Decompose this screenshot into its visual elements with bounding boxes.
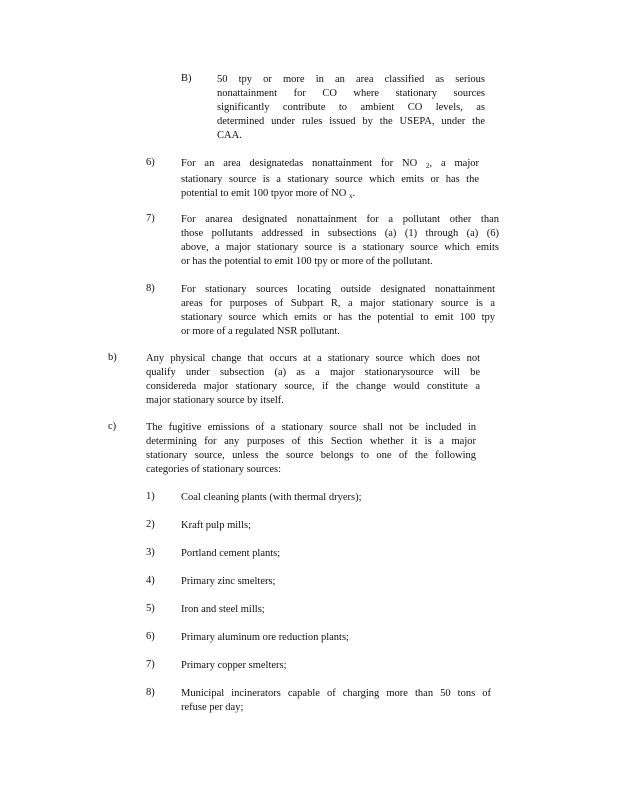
text-line: potential to emit 100 tpyor more of NO $_x$. — [181, 188, 356, 200]
paragraph-label: B) — [181, 73, 192, 84]
category-text — [181, 547, 501, 561]
paragraph-text — [181, 283, 495, 339]
text-line: categories of stationary sources: — [146, 464, 281, 475]
text-line: determining for any purposes of this Section whether it is a major — [146, 436, 476, 447]
paragraph-label: 7) — [146, 213, 155, 224]
paragraph-text — [217, 73, 485, 143]
category-text — [181, 491, 501, 505]
text-line: Primary aluminum ore reduction plants; — [181, 632, 349, 643]
text-line: 50 tpy or more in an area classified as serious — [217, 74, 485, 85]
text-line: Portland cement plants; — [181, 548, 281, 559]
text-line: major stationary source by itself. — [146, 395, 284, 406]
subsection-label: c) — [108, 421, 117, 432]
text-line: or has the potential to emit 100 tpy or more of the pollutant. — [181, 256, 433, 267]
text-line: For anarea designated nonattainment for a pollutant other than — [181, 214, 499, 225]
paragraph-label: 8) — [146, 283, 155, 294]
text-line: For an area designatedas nonattainment for NO $_2$, a major — [181, 158, 479, 170]
text-line: stationary source is a stationary source which emits or has the — [181, 174, 479, 185]
category-text — [181, 659, 501, 673]
text-line: considereda major stationary source, if the change would constitute a — [146, 381, 480, 392]
text-line: stationary source, unless the source belongs to one of the following — [146, 450, 476, 461]
subsection-text — [146, 421, 476, 477]
category-label: 5) — [146, 603, 155, 614]
text-line: Iron and steel mills; — [181, 604, 265, 615]
subsection-text — [146, 352, 480, 408]
text-line: Primary zinc smelters; — [181, 576, 276, 587]
text-line: Any physical change that occurs at a stationary source which does not — [146, 353, 480, 364]
text-line: qualify under subsection (a) as a major stationarysource will be — [146, 367, 480, 378]
text-line: refuse per day; — [181, 702, 244, 713]
text-line: nonattainment for CO where stationary sources — [217, 88, 485, 99]
category-label: 8) — [146, 687, 155, 698]
paragraph-text — [181, 157, 479, 203]
category-text — [181, 631, 501, 645]
text-line: those pollutants addressed in subsections (a) (1) through (a) (6) — [181, 228, 499, 239]
text-line: For stationary sources locating outside designated nonattainment — [181, 284, 495, 295]
category-text — [181, 519, 501, 533]
category-label: 2) — [146, 519, 155, 530]
category-label: 1) — [146, 491, 155, 502]
paragraph-text — [181, 213, 499, 269]
category-label: 7) — [146, 659, 155, 670]
text-line: above, a major stationary source is a stationary source which emits — [181, 242, 499, 253]
text-line: The fugitive emissions of a stationary source shall not be included in — [146, 422, 476, 433]
text-line: stationary source which emits or has the potential to emit 100 tpy — [181, 312, 495, 323]
text-line: CAA. — [217, 130, 242, 141]
text-line: determined under rules issued by the USEPA, under the — [217, 116, 485, 127]
text-line: Kraft pulp mills; — [181, 520, 251, 531]
paragraph-label: 6) — [146, 157, 155, 168]
text-line: Primary copper smelters; — [181, 660, 287, 671]
category-text — [181, 687, 491, 715]
category-label: 3) — [146, 547, 155, 558]
text-line: or more of a regulated NSR pollutant. — [181, 326, 340, 337]
category-text — [181, 603, 501, 617]
text-line: Coal cleaning plants (with thermal dryers); — [181, 492, 362, 503]
category-text — [181, 575, 501, 589]
text-line: significantly contribute to ambient CO levels, as — [217, 102, 485, 113]
text-line: areas for purposes of Subpart R, a major stationary source is a — [181, 298, 495, 309]
category-label: 4) — [146, 575, 155, 586]
text-line: Municipal incinerators capable of charging more than 50 tons of — [181, 688, 491, 699]
category-label: 6) — [146, 631, 155, 642]
subsection-label: b) — [108, 352, 117, 363]
